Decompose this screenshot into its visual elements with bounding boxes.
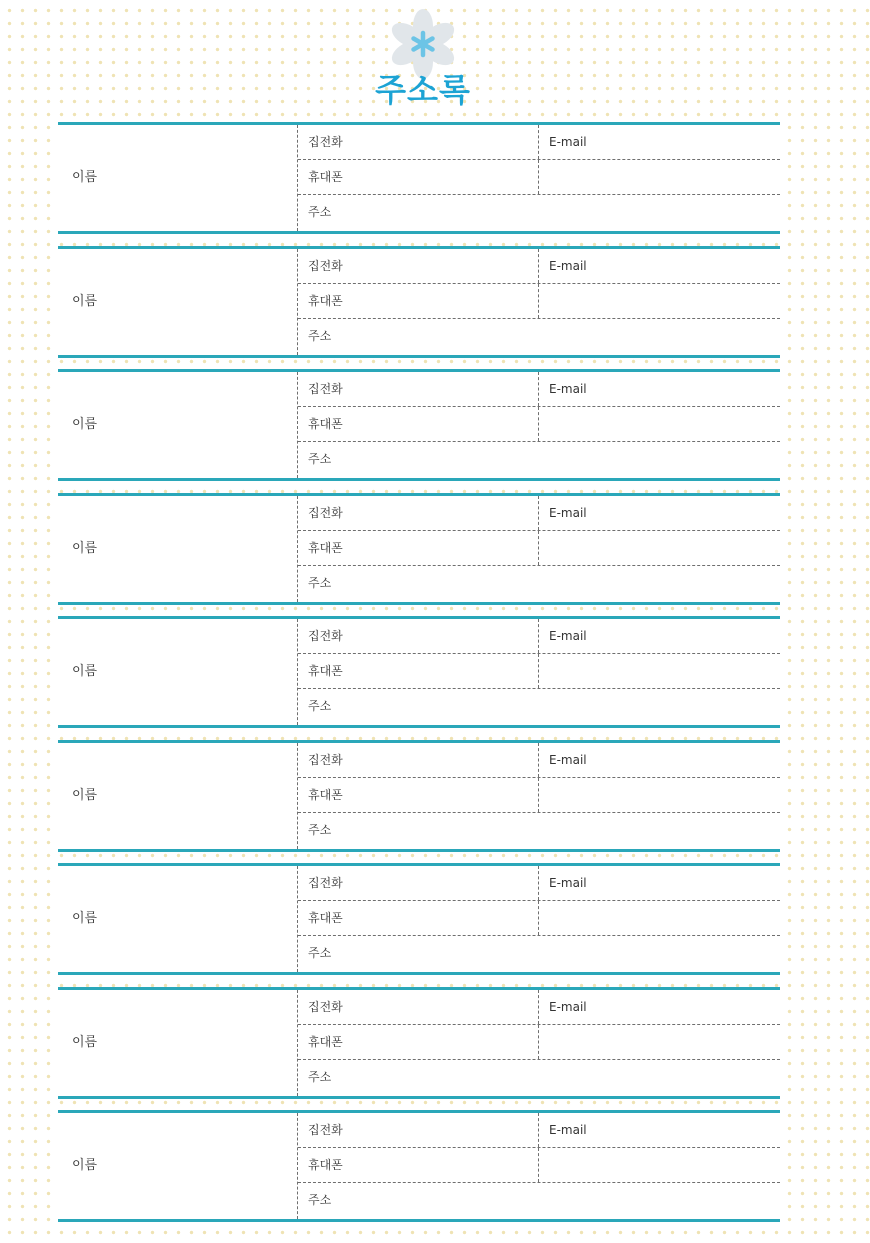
home-phone-label: 집전화 bbox=[308, 1123, 343, 1138]
blank-cell[interactable] bbox=[539, 407, 780, 441]
name-cell[interactable] bbox=[58, 743, 298, 849]
mobile-row bbox=[298, 531, 780, 566]
name-label: 이름 bbox=[72, 1034, 98, 1050]
home-phone-label: 집전화 bbox=[308, 629, 343, 644]
home-phone-cell[interactable] bbox=[298, 619, 539, 653]
address-entry bbox=[58, 987, 780, 1099]
address-label: 주소 bbox=[308, 328, 332, 343]
address-entry bbox=[58, 1110, 780, 1222]
email-label: E-mail bbox=[549, 505, 587, 520]
address-cell[interactable] bbox=[298, 195, 780, 231]
name-label: 이름 bbox=[72, 911, 98, 927]
email-label: E-mail bbox=[549, 1123, 587, 1138]
home-phone-cell[interactable] bbox=[298, 125, 539, 159]
phone-email-row bbox=[298, 743, 780, 778]
mobile-cell[interactable] bbox=[298, 1148, 539, 1182]
mobile-row bbox=[298, 1025, 780, 1060]
blank-cell[interactable] bbox=[539, 1148, 780, 1182]
address-cell[interactable] bbox=[298, 936, 780, 972]
home-phone-cell[interactable] bbox=[298, 743, 539, 777]
page-title: 주소록 bbox=[375, 71, 471, 109]
address-label: 주소 bbox=[308, 205, 332, 219]
address-row bbox=[298, 319, 780, 355]
mobile-cell[interactable] bbox=[298, 531, 539, 565]
mobile-row bbox=[298, 778, 780, 813]
blank-cell[interactable] bbox=[539, 531, 780, 565]
address-row bbox=[298, 1060, 780, 1096]
name-cell[interactable] bbox=[58, 249, 298, 355]
name-label: 이름 bbox=[72, 664, 98, 680]
page-header bbox=[0, 0, 870, 120]
name-label: 이름 bbox=[72, 170, 98, 185]
name-cell[interactable] bbox=[58, 990, 298, 1096]
mobile-label: 휴대폰 bbox=[308, 787, 343, 802]
home-phone-cell[interactable] bbox=[298, 990, 539, 1024]
email-cell[interactable] bbox=[539, 372, 780, 406]
blank-cell[interactable] bbox=[539, 284, 780, 318]
email-cell[interactable] bbox=[539, 743, 780, 777]
address-label: 주소 bbox=[308, 699, 332, 714]
email-label: E-mail bbox=[549, 135, 587, 149]
address-cell[interactable] bbox=[298, 689, 780, 725]
email-cell[interactable] bbox=[539, 1113, 780, 1147]
blank-cell[interactable] bbox=[539, 654, 780, 688]
mobile-cell[interactable] bbox=[298, 160, 539, 194]
phone-email-row bbox=[298, 125, 780, 160]
mobile-label: 휴대폰 bbox=[308, 1158, 343, 1173]
address-entry bbox=[58, 863, 780, 975]
address-label: 주소 bbox=[308, 1069, 332, 1084]
home-phone-label: 집전화 bbox=[308, 752, 343, 767]
email-label: E-mail bbox=[549, 752, 587, 767]
address-label: 주소 bbox=[308, 452, 332, 467]
address-cell[interactable] bbox=[298, 1060, 780, 1096]
mobile-row bbox=[298, 1148, 780, 1183]
email-cell[interactable] bbox=[539, 990, 780, 1024]
home-phone-label: 집전화 bbox=[308, 999, 343, 1014]
name-label: 이름 bbox=[72, 293, 98, 309]
address-label: 주소 bbox=[308, 822, 332, 837]
blank-cell[interactable] bbox=[539, 160, 780, 194]
home-phone-label: 집전화 bbox=[308, 135, 343, 149]
name-cell[interactable] bbox=[58, 1113, 298, 1219]
blank-cell[interactable] bbox=[539, 901, 780, 935]
email-label: E-mail bbox=[549, 629, 587, 644]
email-label: E-mail bbox=[549, 382, 587, 397]
address-book-entries bbox=[58, 122, 780, 1222]
name-label: 이름 bbox=[72, 540, 98, 556]
home-phone-cell[interactable] bbox=[298, 496, 539, 530]
phone-email-row bbox=[298, 1113, 780, 1148]
email-cell[interactable] bbox=[539, 125, 780, 159]
mobile-cell[interactable] bbox=[298, 1025, 539, 1059]
home-phone-cell[interactable] bbox=[298, 866, 539, 900]
phone-email-row bbox=[298, 866, 780, 901]
email-label: E-mail bbox=[549, 999, 587, 1014]
mobile-row bbox=[298, 654, 780, 689]
name-cell[interactable] bbox=[58, 496, 298, 602]
phone-email-row bbox=[298, 990, 780, 1025]
address-entry bbox=[58, 493, 780, 605]
phone-email-row bbox=[298, 372, 780, 407]
mobile-label: 휴대폰 bbox=[308, 170, 343, 184]
home-phone-cell[interactable] bbox=[298, 249, 539, 283]
mobile-label: 휴대폰 bbox=[308, 1034, 343, 1049]
blank-cell[interactable] bbox=[539, 1025, 780, 1059]
address-cell[interactable] bbox=[298, 813, 780, 849]
phone-email-row bbox=[298, 496, 780, 531]
address-entry bbox=[58, 740, 780, 852]
address-row bbox=[298, 936, 780, 972]
address-entry bbox=[58, 246, 780, 358]
name-cell[interactable] bbox=[58, 866, 298, 972]
mobile-label: 휴대폰 bbox=[308, 293, 343, 308]
name-cell[interactable] bbox=[58, 619, 298, 725]
address-label: 주소 bbox=[308, 946, 332, 961]
address-row bbox=[298, 813, 780, 849]
name-label: 이름 bbox=[72, 787, 98, 803]
address-cell[interactable] bbox=[298, 566, 780, 602]
mobile-row bbox=[298, 160, 780, 195]
address-cell[interactable] bbox=[298, 442, 780, 478]
address-row bbox=[298, 566, 780, 602]
name-cell[interactable] bbox=[58, 125, 298, 231]
address-row bbox=[298, 689, 780, 725]
mobile-cell[interactable] bbox=[298, 901, 539, 935]
mobile-cell[interactable] bbox=[298, 407, 539, 441]
email-cell[interactable] bbox=[539, 496, 780, 530]
email-label: E-mail bbox=[549, 876, 587, 891]
address-cell[interactable] bbox=[298, 319, 780, 355]
address-entry bbox=[58, 369, 780, 481]
email-label: E-mail bbox=[549, 258, 587, 273]
home-phone-label: 집전화 bbox=[308, 258, 343, 273]
blank-cell[interactable] bbox=[539, 778, 780, 812]
address-entry bbox=[58, 122, 780, 234]
email-cell[interactable] bbox=[539, 866, 780, 900]
mobile-row bbox=[298, 407, 780, 442]
home-phone-label: 집전화 bbox=[308, 876, 343, 891]
home-phone-label: 집전화 bbox=[308, 382, 343, 397]
mobile-label: 휴대폰 bbox=[308, 540, 343, 555]
name-label: 이름 bbox=[72, 1158, 98, 1174]
home-phone-cell[interactable] bbox=[298, 372, 539, 406]
address-row bbox=[298, 195, 780, 231]
name-cell[interactable] bbox=[58, 372, 298, 478]
mobile-row bbox=[298, 901, 780, 936]
mobile-label: 휴대폰 bbox=[308, 911, 343, 926]
mobile-label: 휴대폰 bbox=[308, 664, 343, 679]
phone-email-row bbox=[298, 619, 780, 654]
name-label: 이름 bbox=[72, 417, 98, 433]
phone-email-row bbox=[298, 249, 780, 284]
address-row bbox=[298, 1183, 780, 1219]
mobile-row bbox=[298, 284, 780, 319]
mobile-label: 휴대폰 bbox=[308, 417, 343, 432]
address-entry bbox=[58, 616, 780, 728]
mobile-cell[interactable] bbox=[298, 284, 539, 318]
address-cell[interactable] bbox=[298, 1183, 780, 1219]
address-row bbox=[298, 442, 780, 478]
home-phone-label: 집전화 bbox=[308, 505, 343, 520]
mobile-cell[interactable] bbox=[298, 778, 539, 812]
address-label: 주소 bbox=[308, 575, 332, 590]
email-cell[interactable] bbox=[539, 619, 780, 653]
mobile-cell[interactable] bbox=[298, 654, 539, 688]
home-phone-cell[interactable] bbox=[298, 1113, 539, 1147]
address-label: 주소 bbox=[308, 1193, 332, 1208]
email-cell[interactable] bbox=[539, 249, 780, 283]
